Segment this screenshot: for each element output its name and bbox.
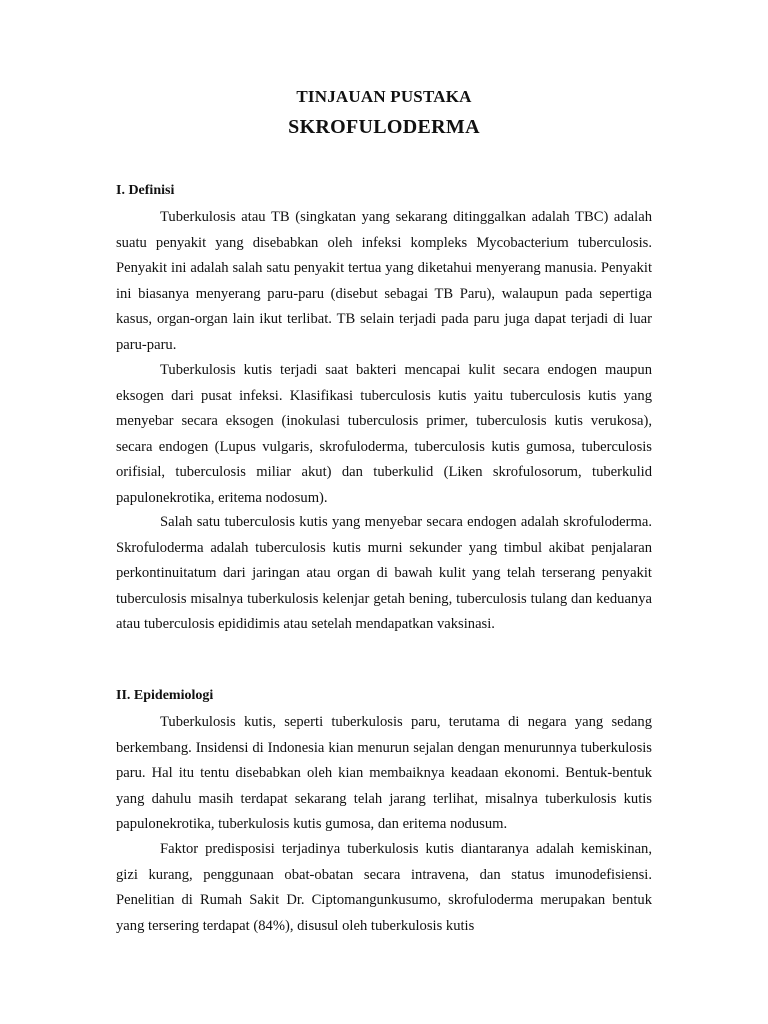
paragraph-epidemiologi-1: Tuberkulosis kutis, seperti tuberkulosis paru, terutama di negara yang sedang berkembang. Insidensi di Indonesia kian menurun sejalan dengan menurunnya tuberkulosis paru. Hal itu tentu disebabkan oleh kian membaiknya keadaan ekonomi. Bentuk-bentuk yang dahulu masih terdapat sekarang telah jarang terlihat, misalnya tuberkulosis kutis papulonekrotika, tuberkulosis kutis gumosa, dan eritema nodusum. bbox=[116, 714, 652, 832]
paragraph-definisi-2: Tuberkulosis kutis terjadi saat bakteri mencapai kulit secara endogen maupun eksogen dari pusat infeksi. Klasifikasi tuberculosis kutis yaitu tuberculosis kutis yang menyebar secara eksogen (inokulasi tuberculosis primer, tuberculosis kutis verukosa), secara endogen (Lupus vulgaris, skrofuloderma, tuberculosis kutis gumosa, tuberculosis orifisial, tuberculosis miliar akut) dan tuberkulid (Liken skrofulosorum, tuberkulid papulonekrotika, eritema nodosum). bbox=[116, 362, 652, 506]
section-heading-definisi: I. Definisi bbox=[116, 183, 175, 198]
paragraph-epidemiologi-2: Faktor predisposisi terjadinya tuberkulosis kutis diantaranya adalah kemiskinan, gizi kurang, penggunaan obat-obatan secara intravena, dan status imunodefisiensi. Penelitian di Rumah Sakit Dr. Ciptomangunkusumo, skrofuloderma merupakan bentuk yang tersering terdapat (84%), disusul oleh tuberkulosis kutis bbox=[116, 841, 652, 934]
section-heading-epidemiologi: II. Epidemiologi bbox=[116, 688, 214, 703]
document-title: TINJAUAN PUSTAKA bbox=[296, 87, 472, 106]
paragraph-definisi-3: Salah satu tuberculosis kutis yang menyebar secara endogen adalah skrofuloderma. Skrofuloderma adalah tuberculosis kutis murni sekunder yang timbul akibat penjalaran perkontinuitatum dari jaringan atau organ di bawah kulit yang telah terserang penyakit tuberculosis misalnya tuberkulosis kelenjar getah bening, tuberculosis tulang dan keduanya atau tuberculosis epididimis atau setelah mendapatkan vaksinasi. bbox=[116, 514, 652, 632]
document-subtitle: SKROFULODERMA bbox=[288, 116, 480, 138]
paragraph-definisi-1: Tuberkulosis atau TB (singkatan yang sekarang ditinggalkan adalah TBC) adalah suatu penyakit yang disebabkan oleh infeksi kompleks Mycobacterium tuberculosis. Penyakit ini adalah salah satu penyakit tertua yang diketahui menyerang manusia. Penyakit ini biasanya menyerang paru-paru (disebut sebagai TB Paru), walaupun pada sepertiga kasus, organ-organ lain ikut terlibat. TB selain terjadi pada paru juga dapat terjadi di luar paru-paru. bbox=[116, 209, 652, 353]
